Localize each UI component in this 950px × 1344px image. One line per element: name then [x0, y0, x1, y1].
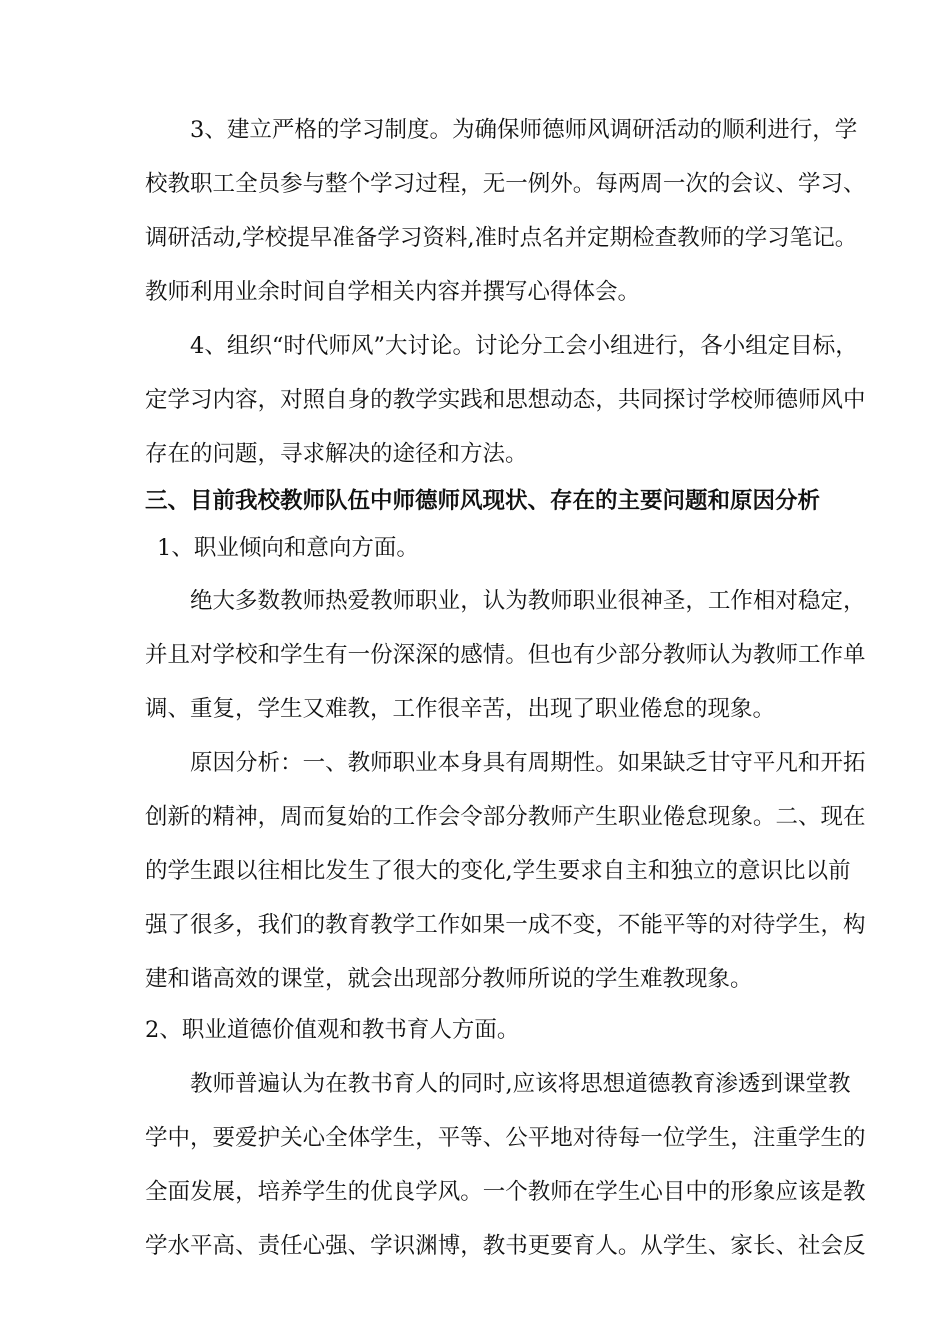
text-line: 原 因 分 析 ： 一 、 教 师 职 业 本 身 具 有 周 期 性 。 如 果 缺 乏 甘 守 平 凡 和 开 拓: [190, 750, 866, 776]
text-line: 全 面 发 展 ， 培 养 学 生 的 优 良 学 风 。 一 个 教 师 在 学 生 心 目 中 的 形 象 应 该 是 教: [145, 1179, 866, 1205]
subsection-heading: 1、职业倾向和意向方面。: [157, 535, 419, 561]
text-line: 教师利用业余时间自学相关内容并撰写心得体会。: [145, 279, 641, 305]
section-heading: 三、目前我校教师队伍中师德师风现状、存在的主要问题和原因分析: [145, 488, 821, 514]
text-line: 建和谐高效的课堂，就会出现部分教师所说的学生难教现象。: [145, 966, 753, 992]
text-line: 教 师 普 遍 认 为 在 教 书 育 人 的 同 时 , 应 该 将 思 想 道 德 教 育 渗 透 到 课 堂 教: [190, 1071, 851, 1097]
text-line: 调 研 活 动 , 学 校 提 早 准 备 学 习 资 料 , 准 时 点 名 并 定 期 检 查 教 师 的 学 习 笔 记 。: [145, 225, 858, 251]
text-line: 学 水 平 高 、 责 任 心 强 、 学 识 渊 博 ， 教 书 更 要 育 人 。 从 学 生 、 家 长 、 社 会 反: [145, 1233, 866, 1259]
text-line: 3 、 建 立 严 格 的 学 习 制 度 。 为 确 保 师 德 师 风 调 研 活 动 的 顺 利 进 行 ， 学: [190, 117, 858, 143]
subsection-heading: 2、职业道德价值观和教书育人方面。: [145, 1017, 520, 1043]
text-line: 绝 大 多 数 教 师 热 爱 教 师 职 业 ， 认 为 教 师 职 业 很 神 圣 ， 工 作 相 对 稳 定 ，: [190, 588, 866, 614]
text-line: 强 了 很 多 ， 我 们 的 教 育 教 学 工 作 如 果 一 成 不 变 ， 不 能 平 等 的 对 待 学 生 ， 构: [145, 912, 866, 938]
text-line: 存在的问题，寻求解决的途径和方法。: [145, 441, 528, 467]
text-line: 定 学 习 内 容 ， 对 照 自 身 的 教 学 实 践 和 思 想 动 态 ， 共 同 探 讨 学 校 师 德 师 风 中: [145, 387, 866, 413]
text-line: 的 学 生 跟 以 往 相 比 发 生 了 很 大 的 变 化 , 学 生 要 求 自 主 和 独 立 的 意 识 比 以 前: [145, 858, 851, 884]
text-line: 并 且 对 学 校 和 学 生 有 一 份 深 深 的 感 情 。 但 也 有 少 部 分 教 师 认 为 教 师 工 作 单: [145, 642, 866, 668]
text-line: 学 中 ， 要 爱 护 关 心 全 体 学 生 ， 平 等 、 公 平 地 对 待 每 一 位 学 生 ， 注 重 学 生 的: [145, 1125, 866, 1151]
text-line: 创 新 的 精 神 ， 周 而 复 始 的 工 作 会 令 部 分 教 师 产 生 职 业 倦 怠 现 象 。 二 、 现 在: [145, 804, 866, 830]
text-line: 调、重复，学生又难教，工作很辛苦，出现了职业倦怠的现象。: [145, 696, 776, 722]
text-line: 校 教 职 工 全 员 参 与 整 个 学 习 过 程 ， 无 一 例 外 。 每 两 周 一 次 的 会 议 、 学 习 、: [145, 171, 866, 197]
text-line: 4 、 组 织 “ 时 代 师 风 ” 大 讨 论 。 讨 论 分 工 会 小 组 进 行 ， 各 小 组 定 目 标 ，: [190, 333, 858, 359]
